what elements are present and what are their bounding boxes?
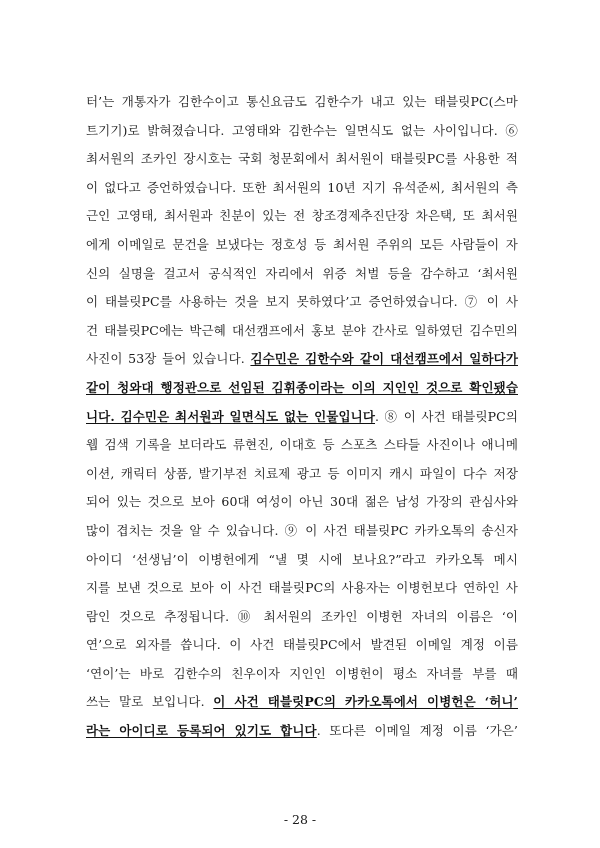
emphasized-text: 니다. 김수민은 최서원과 일면식도 없는 인물입니다 xyxy=(86,408,376,424)
text-line xyxy=(86,631,518,660)
text-segment: 터’는 개통자가 김한수이고 통신요금도 김한수가 내고 있는 태블릿PC(스마 xyxy=(86,94,518,109)
text-line xyxy=(86,488,518,517)
text-segment: 트기기)로 밝혀졌습니다. 고영태와 김한수는 일면식도 없는 사이입니다. ⑥ xyxy=(86,122,518,138)
text-segment: 웹 검색 기록을 보더라도 류현진, 이대호 등 스포츠 스타들 사진이나 애니메 xyxy=(86,437,518,453)
text-line xyxy=(86,117,518,146)
text-segment: 건 태블릿PC에는 박근혜 대선캠프에서 홍보 분야 간사로 일하였던 김수민의 xyxy=(86,322,518,338)
text-segment: 근인 고영태, 최서원과 친분이 있는 전 창조경제추진단장 차은택, 또 최서원 xyxy=(86,208,518,224)
text-segment: 아이디 ‘선생님’이 이병헌에게 “낼 몇 시에 보나요?”라고 카카오톡 메시 xyxy=(86,551,518,567)
text-segment: 되어 있는 것으로 보아 60대 여성이 아닌 30대 젊은 남성 가장의 관심사와 xyxy=(86,494,518,510)
text-line xyxy=(86,288,518,317)
text-segment: 이션, 캐릭터 상품, 발기부전 치료제 광고 등 이미지 캐시 파일이 다수 저장 xyxy=(86,465,518,481)
text-line xyxy=(86,174,518,203)
emphasized-text: 라는 아이디로 등록되어 있기도 합니다 xyxy=(86,723,317,739)
text-line xyxy=(86,688,518,717)
text-segment: 이 태블릿PC를 사용하는 것을 보지 못하였다’고 증언하였습니다. ⑦ 이 사 xyxy=(86,294,518,310)
text-line xyxy=(86,231,518,260)
text-line xyxy=(86,260,518,289)
text-segment: 쓰는 말로 보입니다. xyxy=(86,694,214,710)
text-line xyxy=(86,88,518,117)
text-segment: . 또다른 이메일 계정 이름 ‘가은’ xyxy=(316,723,519,739)
text-segment: 최서원의 조카인 장시호는 국회 청문회에서 최서원이 태블릿PC를 사용한 적 xyxy=(86,151,518,167)
text-line xyxy=(86,603,518,632)
text-line xyxy=(86,574,518,603)
emphasized-text: 이 사건 태블릿PC의 카카오톡에서 이병헌은 ‘허니’ xyxy=(213,694,518,710)
text-line xyxy=(86,517,518,546)
text-segment: 에게 이메일로 문건을 보냈다는 정호성 등 최서원 주위의 모든 사람들이 자 xyxy=(86,236,518,252)
text-line xyxy=(86,431,518,460)
body-text xyxy=(86,88,518,746)
text-line xyxy=(86,317,518,346)
text-line xyxy=(86,460,518,489)
text-segment: ‘연이’는 바로 김한수의 친우이자 지인인 이병헌이 평소 자녀를 부를 때 xyxy=(86,665,518,681)
text-line xyxy=(86,660,518,689)
text-line xyxy=(86,717,518,746)
text-segment: 많이 겹치는 것을 알 수 있습니다. ⑨ 이 사건 태블릿PC 카카오톡의 송신자 xyxy=(86,522,518,538)
text-line xyxy=(86,145,518,174)
text-line xyxy=(86,345,518,374)
text-segment: 연’으로 외자를 씁니다. 이 사건 태블릿PC에서 발견된 이메일 계정 이름 xyxy=(86,637,518,653)
emphasized-text: 같이 청와대 행정관으로 선임된 김휘종이라는 이의 지인인 것으로 확인됐습 xyxy=(86,379,518,395)
text-segment: . ⑧ 이 사건 태블릿PC의 xyxy=(375,408,518,424)
text-segment: 신의 실명을 걸고서 공식적인 자리에서 위증 처벌 등을 감수하고 ‘최서원 xyxy=(86,265,518,281)
text-line xyxy=(86,403,518,432)
text-line xyxy=(86,202,518,231)
text-segment: 이 없다고 증언하였습니다. 또한 최서원의 10년 지기 유석준씨, 최서원의 측 xyxy=(86,179,518,195)
emphasized-text: 김수민은 김한수와 같이 대선캠프에서 일하다가 xyxy=(250,351,518,367)
text-line xyxy=(86,546,518,575)
text-segment: 람인 것으로 추정됩니다. ⑩ 최서원의 조카인 이병헌 자녀의 이름은 ‘이 xyxy=(86,608,518,624)
text-segment: 지를 보낸 것으로 보아 이 사건 태블릿PC의 사용자는 이병헌보다 연하인 사 xyxy=(86,580,518,596)
page-number: - 28 - xyxy=(283,812,317,827)
text-line xyxy=(86,374,518,403)
text-segment: 사진이 53장 들어 있습니다. xyxy=(86,351,251,367)
